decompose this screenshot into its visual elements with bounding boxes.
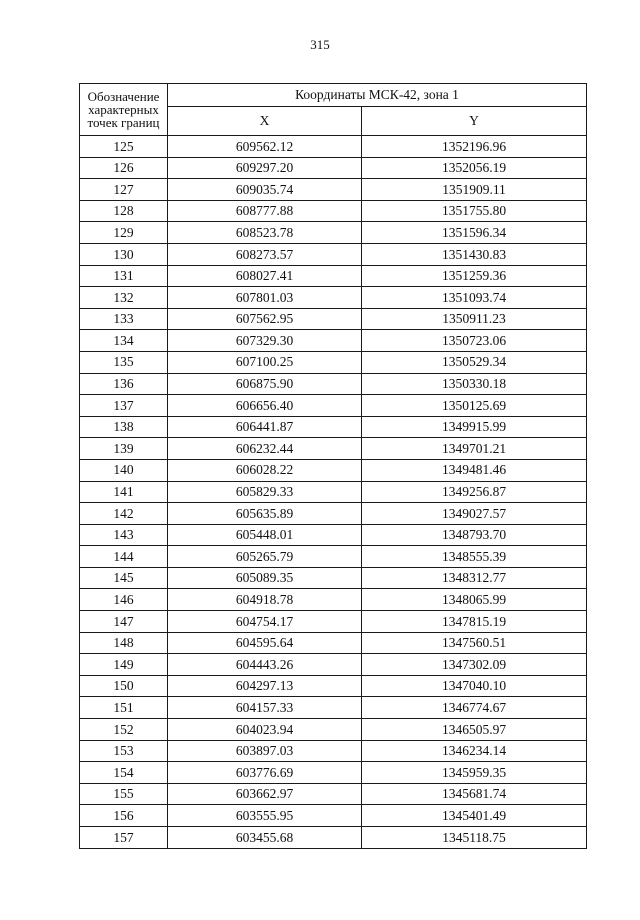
y-coordinate-cell: 1346505.97 bbox=[362, 719, 587, 741]
table-row bbox=[80, 265, 587, 287]
x-coordinate-cell: 604297.13 bbox=[168, 675, 362, 697]
table-row bbox=[80, 675, 587, 697]
point-number-cell: 143 bbox=[80, 524, 168, 546]
x-coordinate-cell: 605635.89 bbox=[168, 503, 362, 525]
x-coordinate-cell: 604157.33 bbox=[168, 697, 362, 719]
x-coordinate-cell: 603776.69 bbox=[168, 762, 362, 784]
table-body bbox=[80, 136, 587, 849]
coordinates-table bbox=[79, 83, 587, 849]
y-coordinate-cell: 1348555.39 bbox=[362, 546, 587, 568]
table-row bbox=[80, 719, 587, 741]
point-number-cell: 142 bbox=[80, 503, 168, 525]
point-number-cell: 133 bbox=[80, 308, 168, 330]
x-coordinate-cell: 606441.87 bbox=[168, 416, 362, 438]
y-coordinate-cell: 1345959.35 bbox=[362, 762, 587, 784]
coordinates-system-header: Координаты МСК-42, зона 1 bbox=[168, 84, 587, 107]
y-coordinate-cell: 1346774.67 bbox=[362, 697, 587, 719]
y-coordinate-cell: 1345681.74 bbox=[362, 783, 587, 805]
point-number-cell: 152 bbox=[80, 719, 168, 741]
table-row bbox=[80, 395, 587, 417]
point-number-cell: 136 bbox=[80, 373, 168, 395]
point-number-cell: 128 bbox=[80, 200, 168, 222]
x-coordinate-cell: 605089.35 bbox=[168, 567, 362, 589]
y-coordinate-cell: 1349701.21 bbox=[362, 438, 587, 460]
table-row bbox=[80, 243, 587, 265]
table-row bbox=[80, 200, 587, 222]
table-row bbox=[80, 783, 587, 805]
point-number-cell: 129 bbox=[80, 222, 168, 244]
table-row bbox=[80, 351, 587, 373]
point-number-cell: 147 bbox=[80, 611, 168, 633]
table-row bbox=[80, 654, 587, 676]
point-number-cell: 139 bbox=[80, 438, 168, 460]
y-coordinate-cell: 1349915.99 bbox=[362, 416, 587, 438]
point-number-cell: 126 bbox=[80, 157, 168, 179]
x-coordinate-cell: 604595.64 bbox=[168, 632, 362, 654]
table-row bbox=[80, 589, 587, 611]
x-coordinate-cell: 608027.41 bbox=[168, 265, 362, 287]
y-coordinate-cell: 1350125.69 bbox=[362, 395, 587, 417]
point-number-cell: 132 bbox=[80, 287, 168, 309]
x-coordinate-cell: 609562.12 bbox=[168, 136, 362, 158]
point-number-cell: 150 bbox=[80, 675, 168, 697]
table-row bbox=[80, 827, 587, 849]
table-row bbox=[80, 459, 587, 481]
point-number-cell: 149 bbox=[80, 654, 168, 676]
point-number-cell: 146 bbox=[80, 589, 168, 611]
y-coordinate-cell: 1350529.34 bbox=[362, 351, 587, 373]
x-coordinate-cell: 603662.97 bbox=[168, 783, 362, 805]
table-row bbox=[80, 222, 587, 244]
y-coordinate-cell: 1349481.46 bbox=[362, 459, 587, 481]
table-row bbox=[80, 416, 587, 438]
table-header bbox=[80, 84, 587, 136]
y-coordinate-cell: 1351755.80 bbox=[362, 200, 587, 222]
table-row bbox=[80, 179, 587, 201]
page-number: 315 bbox=[310, 37, 330, 52]
table-row bbox=[80, 438, 587, 460]
x-coordinate-cell: 608777.88 bbox=[168, 200, 362, 222]
x-coordinate-cell: 604754.17 bbox=[168, 611, 362, 633]
x-coordinate-cell: 607100.25 bbox=[168, 351, 362, 373]
table-row bbox=[80, 567, 587, 589]
y-coordinate-cell: 1352056.19 bbox=[362, 157, 587, 179]
point-number-cell: 148 bbox=[80, 632, 168, 654]
table-row bbox=[80, 308, 587, 330]
y-coordinate-cell: 1352196.96 bbox=[362, 136, 587, 158]
y-coordinate-cell: 1349256.87 bbox=[362, 481, 587, 503]
x-coordinate-cell: 606875.90 bbox=[168, 373, 362, 395]
x-coordinate-cell: 609035.74 bbox=[168, 179, 362, 201]
x-coordinate-cell: 608523.78 bbox=[168, 222, 362, 244]
y-coordinate-cell: 1350330.18 bbox=[362, 373, 587, 395]
y-coordinate-cell: 1347040.10 bbox=[362, 675, 587, 697]
y-coordinate-cell: 1345401.49 bbox=[362, 805, 587, 827]
table-row bbox=[80, 330, 587, 352]
y-coordinate-cell: 1348312.77 bbox=[362, 567, 587, 589]
x-coordinate-cell: 604023.94 bbox=[168, 719, 362, 741]
point-number-cell: 141 bbox=[80, 481, 168, 503]
x-coordinate-cell: 607801.03 bbox=[168, 287, 362, 309]
point-number-cell: 125 bbox=[80, 136, 168, 158]
y-coordinate-cell: 1348793.70 bbox=[362, 524, 587, 546]
table-row bbox=[80, 287, 587, 309]
table-row bbox=[80, 697, 587, 719]
x-coordinate-cell: 607562.95 bbox=[168, 308, 362, 330]
point-number-cell: 154 bbox=[80, 762, 168, 784]
point-number-cell: 155 bbox=[80, 783, 168, 805]
point-number-cell: 131 bbox=[80, 265, 168, 287]
y-coordinate-cell: 1348065.99 bbox=[362, 589, 587, 611]
x-coordinate-cell: 609297.20 bbox=[168, 157, 362, 179]
y-coordinate-cell: 1350723.06 bbox=[362, 330, 587, 352]
table-row bbox=[80, 503, 587, 525]
x-column-header: X bbox=[168, 107, 362, 136]
y-column-header: Y bbox=[362, 107, 587, 136]
x-coordinate-cell: 603455.68 bbox=[168, 827, 362, 849]
point-number-cell: 140 bbox=[80, 459, 168, 481]
y-coordinate-cell: 1351596.34 bbox=[362, 222, 587, 244]
x-coordinate-cell: 605448.01 bbox=[168, 524, 362, 546]
y-coordinate-cell: 1347815.19 bbox=[362, 611, 587, 633]
point-number-cell: 137 bbox=[80, 395, 168, 417]
point-number-cell: 130 bbox=[80, 243, 168, 265]
point-number-cell: 134 bbox=[80, 330, 168, 352]
table-row bbox=[80, 157, 587, 179]
table-row bbox=[80, 524, 587, 546]
point-designation-label: Обозначение характерных точек границ bbox=[87, 89, 160, 130]
table-row bbox=[80, 136, 587, 158]
table-row bbox=[80, 546, 587, 568]
y-coordinate-cell: 1351430.83 bbox=[362, 243, 587, 265]
y-coordinate-cell: 1346234.14 bbox=[362, 740, 587, 762]
y-coordinate-cell: 1347302.09 bbox=[362, 654, 587, 676]
point-number-cell: 138 bbox=[80, 416, 168, 438]
x-coordinate-cell: 606028.22 bbox=[168, 459, 362, 481]
point-number-cell: 153 bbox=[80, 740, 168, 762]
table-row bbox=[80, 373, 587, 395]
x-coordinate-cell: 604918.78 bbox=[168, 589, 362, 611]
x-coordinate-cell: 604443.26 bbox=[168, 654, 362, 676]
y-coordinate-cell: 1351909.11 bbox=[362, 179, 587, 201]
point-number-cell: 144 bbox=[80, 546, 168, 568]
y-coordinate-cell: 1345118.75 bbox=[362, 827, 587, 849]
point-number-cell: 145 bbox=[80, 567, 168, 589]
table-row bbox=[80, 481, 587, 503]
y-coordinate-cell: 1350911.23 bbox=[362, 308, 587, 330]
point-number-cell: 127 bbox=[80, 179, 168, 201]
point-number-cell: 156 bbox=[80, 805, 168, 827]
y-coordinate-cell: 1347560.51 bbox=[362, 632, 587, 654]
point-number-cell: 135 bbox=[80, 351, 168, 373]
table-row bbox=[80, 611, 587, 633]
y-coordinate-cell: 1351093.74 bbox=[362, 287, 587, 309]
y-coordinate-cell: 1351259.36 bbox=[362, 265, 587, 287]
x-coordinate-cell: 603897.03 bbox=[168, 740, 362, 762]
x-coordinate-cell: 605265.79 bbox=[168, 546, 362, 568]
y-coordinate-cell: 1349027.57 bbox=[362, 503, 587, 525]
table-row bbox=[80, 740, 587, 762]
point-number-cell: 151 bbox=[80, 697, 168, 719]
table-row bbox=[80, 632, 587, 654]
point-number-cell: 157 bbox=[80, 827, 168, 849]
x-coordinate-cell: 606232.44 bbox=[168, 438, 362, 460]
table-row bbox=[80, 762, 587, 784]
table-row bbox=[80, 805, 587, 827]
x-coordinate-cell: 603555.95 bbox=[168, 805, 362, 827]
x-coordinate-cell: 607329.30 bbox=[168, 330, 362, 352]
x-coordinate-cell: 605829.33 bbox=[168, 481, 362, 503]
x-coordinate-cell: 606656.40 bbox=[168, 395, 362, 417]
point-designation-header bbox=[80, 84, 168, 136]
x-coordinate-cell: 608273.57 bbox=[168, 243, 362, 265]
